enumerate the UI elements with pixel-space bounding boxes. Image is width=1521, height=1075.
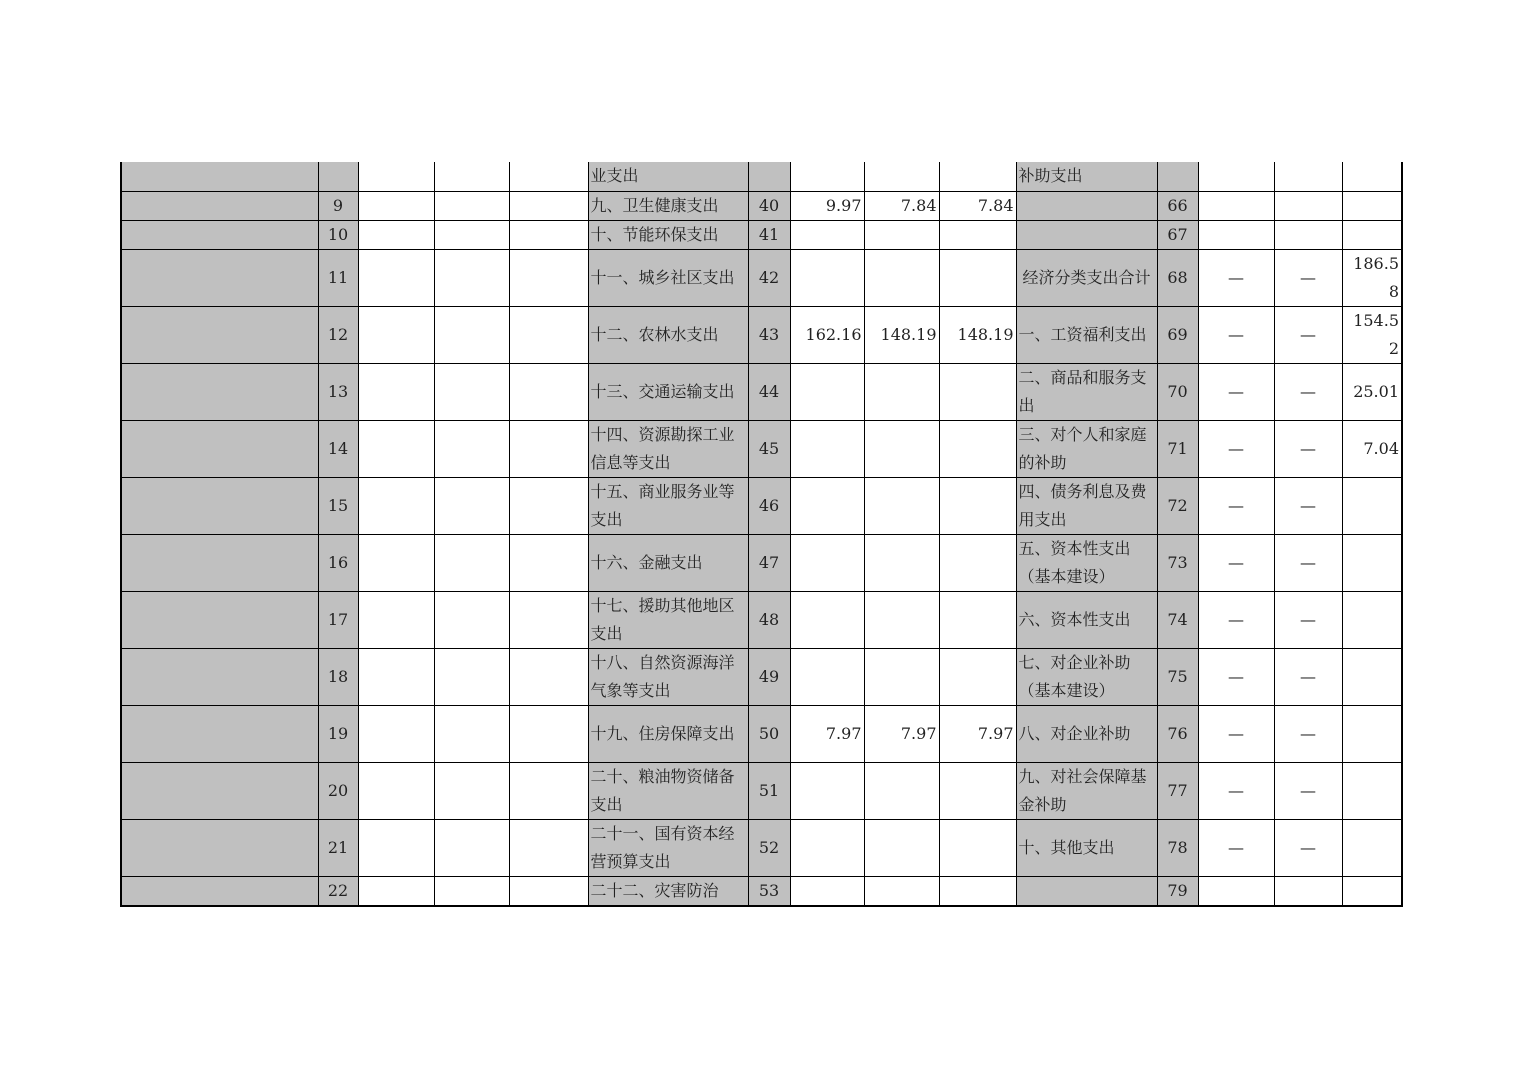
cell-blank <box>121 420 318 477</box>
cell-n4 <box>509 876 588 906</box>
cell-n3 <box>434 705 509 762</box>
cell-n1: 16 <box>318 534 358 591</box>
cell-a1 <box>790 363 864 420</box>
cell-a1 <box>790 876 864 906</box>
cell-l2: 71 <box>1157 420 1198 477</box>
cell-a1 <box>790 162 864 191</box>
table-row <box>121 705 1402 762</box>
cell-l2 <box>1157 162 1198 191</box>
cell-f2: 三、对个人和家庭的补助 <box>1016 420 1157 477</box>
table-row <box>121 306 1402 363</box>
cell-f2 <box>1016 191 1157 220</box>
cell-n3 <box>434 220 509 249</box>
cell-a1: 162.16 <box>790 306 864 363</box>
cell-b2 <box>1274 162 1342 191</box>
cell-a1 <box>790 249 864 306</box>
table-row <box>121 876 1402 906</box>
cell-f2: 五、资本性支出（基本建设） <box>1016 534 1157 591</box>
cell-f1: 二十一、国有资本经营预算支出 <box>588 819 748 876</box>
cell-f1: 十四、资源勘探工业信息等支出 <box>588 420 748 477</box>
cell-f2: 四、债务利息及费用支出 <box>1016 477 1157 534</box>
cell-f1: 十五、商业服务业等支出 <box>588 477 748 534</box>
cell-b1: — <box>1198 819 1274 876</box>
cell-blank <box>121 819 318 876</box>
cell-a1: 7.97 <box>790 705 864 762</box>
cell-a2 <box>864 420 939 477</box>
cell-b2: — <box>1274 534 1342 591</box>
cell-b2: — <box>1274 477 1342 534</box>
cell-n3 <box>434 534 509 591</box>
cell-a3 <box>939 534 1016 591</box>
cell-l1: 47 <box>748 534 790 591</box>
cell-n1: 18 <box>318 648 358 705</box>
cell-n1: 17 <box>318 591 358 648</box>
cell-l2: 76 <box>1157 705 1198 762</box>
cell-n2 <box>358 220 434 249</box>
cell-a3 <box>939 591 1016 648</box>
cell-l2: 73 <box>1157 534 1198 591</box>
cell-n4 <box>509 162 588 191</box>
cell-blank <box>121 762 318 819</box>
cell-n2 <box>358 648 434 705</box>
cell-a2 <box>864 876 939 906</box>
cell-b1 <box>1198 876 1274 906</box>
cell-b1 <box>1198 162 1274 191</box>
cell-n3 <box>434 876 509 906</box>
cell-blank <box>121 249 318 306</box>
cell-n1: 10 <box>318 220 358 249</box>
cell-a2: 148.19 <box>864 306 939 363</box>
table-row <box>121 420 1402 477</box>
cell-a1 <box>790 762 864 819</box>
cell-a2: 7.84 <box>864 191 939 220</box>
cell-f1: 业支出 <box>588 162 748 191</box>
cell-b1: — <box>1198 705 1274 762</box>
cell-n2 <box>358 249 434 306</box>
cell-n4 <box>509 363 588 420</box>
cell-n2 <box>358 306 434 363</box>
cell-f2: 一、工资福利支出 <box>1016 306 1157 363</box>
cell-blank <box>121 220 318 249</box>
cell-b3: 25.01 <box>1342 363 1402 420</box>
table-row <box>121 591 1402 648</box>
cell-b2: — <box>1274 420 1342 477</box>
cell-n4 <box>509 705 588 762</box>
cell-f1: 十八、自然资源海洋气象等支出 <box>588 648 748 705</box>
cell-a3: 148.19 <box>939 306 1016 363</box>
cell-a2: 7.97 <box>864 705 939 762</box>
cell-b3 <box>1342 477 1402 534</box>
cell-b3 <box>1342 648 1402 705</box>
cell-n1: 12 <box>318 306 358 363</box>
cell-n3 <box>434 363 509 420</box>
cell-f1: 十、节能环保支出 <box>588 220 748 249</box>
cell-n1: 20 <box>318 762 358 819</box>
cell-n1 <box>318 162 358 191</box>
cell-b3: 186.58 <box>1342 249 1402 306</box>
cell-b2: — <box>1274 819 1342 876</box>
cell-b1 <box>1198 191 1274 220</box>
cell-b2: — <box>1274 249 1342 306</box>
cell-f1: 十七、援助其他地区支出 <box>588 591 748 648</box>
cell-l2: 68 <box>1157 249 1198 306</box>
table-row <box>121 220 1402 249</box>
cell-b1 <box>1198 220 1274 249</box>
cell-a3 <box>939 249 1016 306</box>
cell-a3 <box>939 819 1016 876</box>
cell-n2 <box>358 705 434 762</box>
cell-b2 <box>1274 191 1342 220</box>
cell-f1: 十三、交通运输支出 <box>588 363 748 420</box>
cell-a1 <box>790 477 864 534</box>
table-row <box>121 363 1402 420</box>
cell-a1 <box>790 591 864 648</box>
cell-l1: 40 <box>748 191 790 220</box>
cell-l1: 48 <box>748 591 790 648</box>
cell-n2 <box>358 363 434 420</box>
table-row <box>121 477 1402 534</box>
cell-l1: 53 <box>748 876 790 906</box>
cell-l2: 70 <box>1157 363 1198 420</box>
cell-f2 <box>1016 876 1157 906</box>
cell-b2: — <box>1274 762 1342 819</box>
cell-n4 <box>509 220 588 249</box>
cell-n4 <box>509 420 588 477</box>
cell-l2: 72 <box>1157 477 1198 534</box>
cell-n4 <box>509 819 588 876</box>
cell-n1: 22 <box>318 876 358 906</box>
cell-n2 <box>358 819 434 876</box>
cell-b3 <box>1342 705 1402 762</box>
cell-blank <box>121 591 318 648</box>
cell-f1: 二十、粮油物资储备支出 <box>588 762 748 819</box>
cell-b1: — <box>1198 591 1274 648</box>
cell-n3 <box>434 762 509 819</box>
cell-n1: 21 <box>318 819 358 876</box>
cell-f2: 二、商品和服务支出 <box>1016 363 1157 420</box>
cell-a3: 7.97 <box>939 705 1016 762</box>
cell-f2: 八、对企业补助 <box>1016 705 1157 762</box>
table-row <box>121 819 1402 876</box>
cell-b1: — <box>1198 648 1274 705</box>
cell-a1 <box>790 220 864 249</box>
cell-n2 <box>358 534 434 591</box>
cell-blank <box>121 306 318 363</box>
cell-a3 <box>939 477 1016 534</box>
cell-f1: 九、卫生健康支出 <box>588 191 748 220</box>
cell-b1: — <box>1198 762 1274 819</box>
table-row <box>121 762 1402 819</box>
cell-b1: — <box>1198 306 1274 363</box>
cell-n1: 13 <box>318 363 358 420</box>
cell-n4 <box>509 534 588 591</box>
cell-f2: 补助支出 <box>1016 162 1157 191</box>
budget-table <box>120 162 1403 907</box>
cell-b1: — <box>1198 249 1274 306</box>
cell-n3 <box>434 819 509 876</box>
cell-blank <box>121 162 318 191</box>
cell-l1: 41 <box>748 220 790 249</box>
cell-b3: 7.04 <box>1342 420 1402 477</box>
cell-a1 <box>790 420 864 477</box>
cell-l1: 51 <box>748 762 790 819</box>
cell-l1: 46 <box>748 477 790 534</box>
cell-b3: 154.52 <box>1342 306 1402 363</box>
cell-a3 <box>939 420 1016 477</box>
cell-f1: 十六、金融支出 <box>588 534 748 591</box>
cell-b3 <box>1342 591 1402 648</box>
cell-b3 <box>1342 534 1402 591</box>
cell-f2: 九、对社会保障基金补助 <box>1016 762 1157 819</box>
cell-a2 <box>864 534 939 591</box>
cell-n1: 11 <box>318 249 358 306</box>
cell-n2 <box>358 420 434 477</box>
table-row <box>121 249 1402 306</box>
cell-n4 <box>509 306 588 363</box>
cell-b2: — <box>1274 705 1342 762</box>
cell-blank <box>121 876 318 906</box>
cell-n2 <box>358 762 434 819</box>
cell-n4 <box>509 249 588 306</box>
cell-a2 <box>864 762 939 819</box>
cell-n3 <box>434 477 509 534</box>
cell-n2 <box>358 191 434 220</box>
cell-b1: — <box>1198 363 1274 420</box>
cell-n3 <box>434 191 509 220</box>
cell-n4 <box>509 648 588 705</box>
cell-b2: — <box>1274 363 1342 420</box>
cell-blank <box>121 363 318 420</box>
cell-l1: 44 <box>748 363 790 420</box>
cell-b3 <box>1342 220 1402 249</box>
cell-f2: 经济分类支出合计 <box>1016 249 1157 306</box>
cell-a2 <box>864 591 939 648</box>
cell-a2 <box>864 648 939 705</box>
cell-a1 <box>790 648 864 705</box>
cell-n1: 14 <box>318 420 358 477</box>
cell-f1: 十一、城乡社区支出 <box>588 249 748 306</box>
cell-n2 <box>358 591 434 648</box>
cell-b2 <box>1274 220 1342 249</box>
cell-l2: 79 <box>1157 876 1198 906</box>
cell-l2: 75 <box>1157 648 1198 705</box>
cell-n3 <box>434 420 509 477</box>
cell-a1 <box>790 819 864 876</box>
cell-l2: 69 <box>1157 306 1198 363</box>
cell-a2 <box>864 363 939 420</box>
cell-l1: 50 <box>748 705 790 762</box>
cell-n2 <box>358 876 434 906</box>
cell-n1: 15 <box>318 477 358 534</box>
cell-l1: 43 <box>748 306 790 363</box>
cell-l1: 52 <box>748 819 790 876</box>
cell-a2 <box>864 220 939 249</box>
cell-f1: 十九、住房保障支出 <box>588 705 748 762</box>
cell-l1: 45 <box>748 420 790 477</box>
cell-b2 <box>1274 876 1342 906</box>
cell-a2 <box>864 249 939 306</box>
cell-f2 <box>1016 220 1157 249</box>
cell-a3 <box>939 762 1016 819</box>
cell-l2: 66 <box>1157 191 1198 220</box>
table-body <box>121 162 1402 906</box>
table-row <box>121 191 1402 220</box>
cell-a3 <box>939 162 1016 191</box>
cell-l2: 74 <box>1157 591 1198 648</box>
cell-a3: 7.84 <box>939 191 1016 220</box>
cell-n4 <box>509 477 588 534</box>
cell-n4 <box>509 591 588 648</box>
cell-b1: — <box>1198 534 1274 591</box>
table-row <box>121 648 1402 705</box>
cell-blank <box>121 534 318 591</box>
cell-blank <box>121 477 318 534</box>
cell-b3 <box>1342 762 1402 819</box>
cell-n2 <box>358 477 434 534</box>
cell-blank <box>121 191 318 220</box>
cell-a2 <box>864 819 939 876</box>
cell-b2: — <box>1274 591 1342 648</box>
cell-a1: 9.97 <box>790 191 864 220</box>
cell-b2: — <box>1274 648 1342 705</box>
cell-f2: 十、其他支出 <box>1016 819 1157 876</box>
cell-b3 <box>1342 162 1402 191</box>
cell-a1 <box>790 534 864 591</box>
cell-n1: 19 <box>318 705 358 762</box>
cell-blank <box>121 648 318 705</box>
cell-n4 <box>509 762 588 819</box>
cell-n3 <box>434 249 509 306</box>
cell-a3 <box>939 648 1016 705</box>
cell-b2: — <box>1274 306 1342 363</box>
cell-f2: 七、对企业补助（基本建设） <box>1016 648 1157 705</box>
cell-f1: 十二、农林水支出 <box>588 306 748 363</box>
cell-l1 <box>748 162 790 191</box>
cell-f2: 六、资本性支出 <box>1016 591 1157 648</box>
cell-a3 <box>939 363 1016 420</box>
cell-l2: 77 <box>1157 762 1198 819</box>
cell-a3 <box>939 876 1016 906</box>
cell-blank <box>121 705 318 762</box>
cell-b3 <box>1342 876 1402 906</box>
cell-n3 <box>434 306 509 363</box>
table-row <box>121 534 1402 591</box>
cell-l1: 42 <box>748 249 790 306</box>
cell-n2 <box>358 162 434 191</box>
cell-a2 <box>864 477 939 534</box>
cell-l2: 78 <box>1157 819 1198 876</box>
cell-n3 <box>434 648 509 705</box>
cell-n3 <box>434 162 509 191</box>
cell-b1: — <box>1198 477 1274 534</box>
cell-l2: 67 <box>1157 220 1198 249</box>
cell-b1: — <box>1198 420 1274 477</box>
cell-l1: 49 <box>748 648 790 705</box>
cell-n4 <box>509 191 588 220</box>
cell-b3 <box>1342 191 1402 220</box>
cell-a3 <box>939 220 1016 249</box>
table-row <box>121 162 1402 191</box>
cell-a2 <box>864 162 939 191</box>
cell-n1: 9 <box>318 191 358 220</box>
cell-n3 <box>434 591 509 648</box>
cell-b3 <box>1342 819 1402 876</box>
cell-f1: 二十二、灾害防治 <box>588 876 748 906</box>
